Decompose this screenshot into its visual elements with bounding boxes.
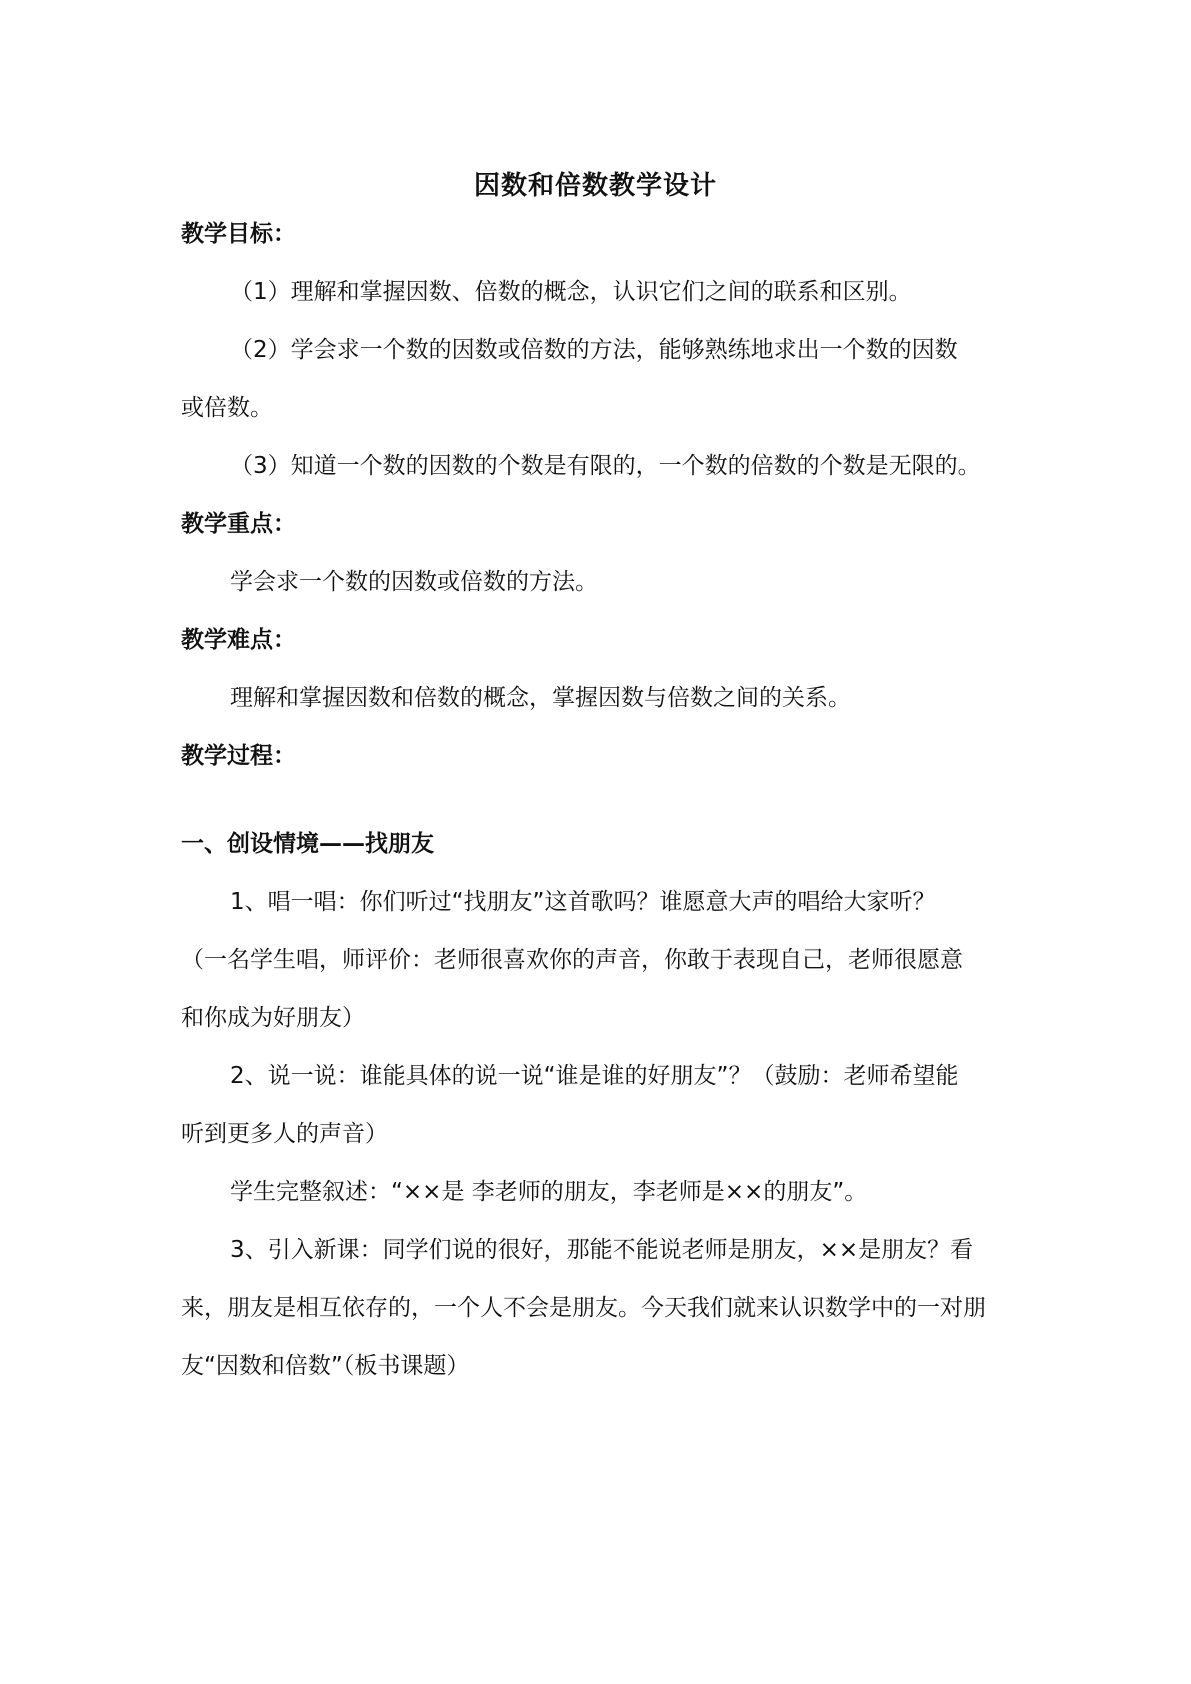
section-1-para-3: 学生完整叙述：“××是 李老师的朋友，李老师是××的朋友”。 [230,1179,868,1205]
section-1-para-1-line-1: 1、唱一唱：你们听过“找朋友”这首歌吗？谁愿意大声的唱给大家听？ [230,889,936,915]
objective-item-2-line-1: （2）学会求一个数的因数或倍数的方法，能够熟练地求出一个数的因数 [230,337,958,363]
document-title: 因数和倍数教学设计 [473,171,717,201]
objective-item-1: （1）理解和掌握因数、倍数的概念，认识它们之间的联系和区别。 [230,279,912,305]
process-heading: 教学过程： [181,743,296,769]
objectives-heading: 教学目标： [181,221,296,247]
section-1-para-4-line-1: 3、引入新课：同学们说的很好，那能不能说老师是朋友，××是朋友？看 [230,1237,974,1263]
difficulty-text: 理解和掌握因数和倍数的概念，掌握因数与倍数之间的关系。 [230,685,851,711]
key-point-text: 学会求一个数的因数或倍数的方法。 [230,569,598,595]
objective-item-3: （3）知道一个数的因数的个数是有限的，一个数的倍数的个数是无限的。 [230,453,981,479]
key-point-heading: 教学重点： [181,511,296,537]
section-1-para-2-line-1: 2、说一说：谁能具体的说一说“谁是谁的好朋友”？（鼓励：老师希望能 [230,1063,959,1089]
section-1-para-1-line-3: 和你成为好朋友） [181,1005,365,1031]
section-1-para-4-line-2: 来，朋友是相互依存的，一个人不会是朋友。今天我们就来认识数学中的一对朋 [181,1295,986,1321]
objective-item-2-line-2: 或倍数。 [181,395,273,421]
difficulty-heading: 教学难点： [181,627,296,653]
section-1-para-2-line-2: 听到更多人的声音） [181,1121,388,1147]
section-1-para-4-line-3: 友“因数和倍数”（板书课题） [181,1353,470,1379]
section-1-para-1-line-2: （一名学生唱，师评价：老师很喜欢你的声音，你敢于表现自己，老师很愿意 [181,947,963,973]
section-1-heading: 一、创设情境——找朋友 [181,831,434,857]
